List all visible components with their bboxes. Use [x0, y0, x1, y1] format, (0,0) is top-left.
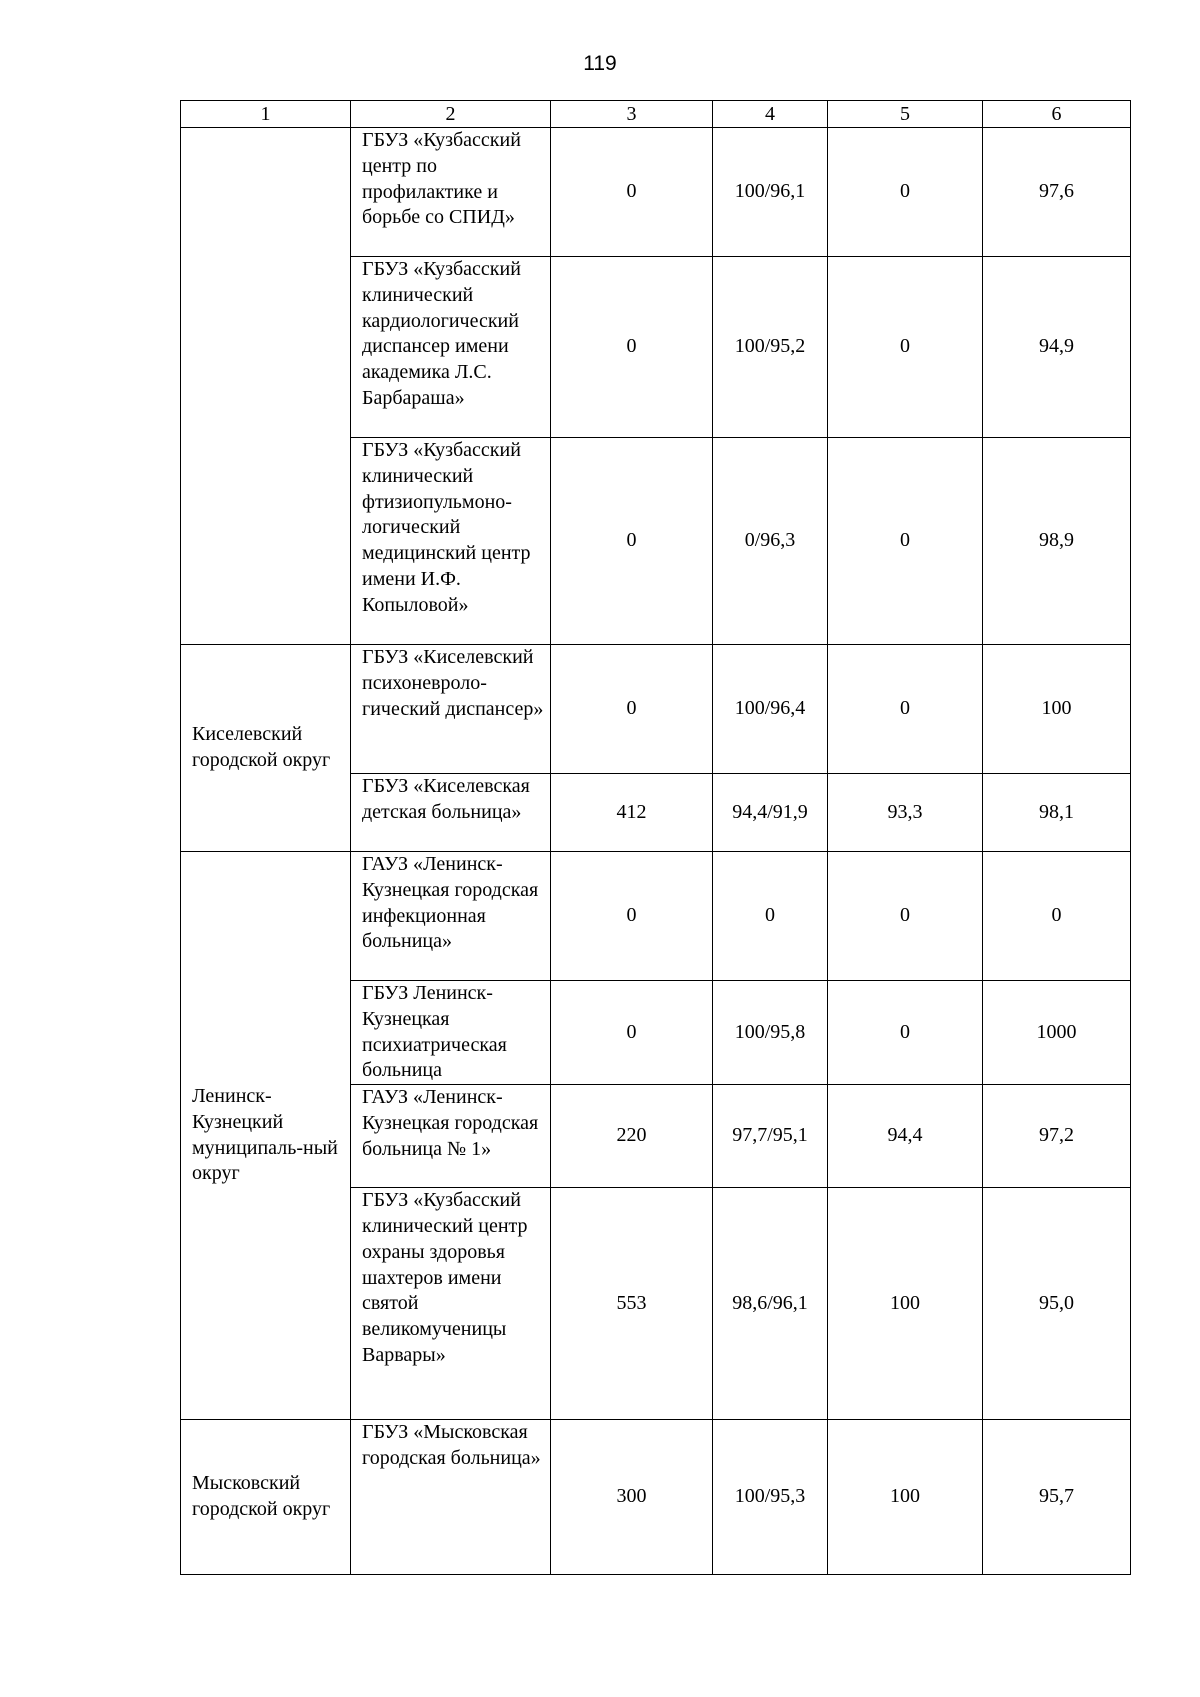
column-header-5: 5 — [828, 101, 983, 128]
value-cell-3: 300 — [551, 1420, 713, 1575]
value-cell-4: 100/96,4 — [713, 645, 828, 774]
region-cell: Киселевский городской округ — [181, 645, 351, 852]
value-cell-5: 0 — [828, 645, 983, 774]
institution-cell: ГБУЗ «Киселевская детская больница» — [351, 774, 551, 852]
value-cell-5: 100 — [828, 1420, 983, 1575]
value-cell-3: 0 — [551, 981, 713, 1085]
value-cell-6: 95,7 — [983, 1420, 1131, 1575]
value-cell-6: 1000 — [983, 981, 1131, 1085]
value-cell-5: 0 — [828, 128, 983, 257]
value-cell-3: 0 — [551, 257, 713, 438]
institution-cell: ГБУЗ «Кузбасский клинический фтизиопульмоно-логический медицинский центр имени И.Ф. Копыловой» — [351, 438, 551, 645]
value-cell-6: 100 — [983, 645, 1131, 774]
header-row — [181, 101, 1131, 128]
region-cell: Ленинск-Кузнецкий муниципаль-ный округ — [181, 852, 351, 1420]
column-header-4: 4 — [713, 101, 828, 128]
value-cell-3: 0 — [551, 852, 713, 981]
value-cell-5: 0 — [828, 257, 983, 438]
value-cell-4: 97,7/95,1 — [713, 1085, 828, 1188]
data-table — [180, 100, 1131, 1575]
institution-cell: ГАУЗ «Ленинск-Кузнецкая городская больница № 1» — [351, 1085, 551, 1188]
value-cell-4: 100/95,2 — [713, 257, 828, 438]
value-cell-4: 0/96,3 — [713, 438, 828, 645]
value-cell-5: 100 — [828, 1188, 983, 1420]
value-cell-5: 94,4 — [828, 1085, 983, 1188]
region-cell: Мысковский городской округ — [181, 1420, 351, 1575]
column-header-3: 3 — [551, 101, 713, 128]
value-cell-5: 0 — [828, 981, 983, 1085]
value-cell-3: 220 — [551, 1085, 713, 1188]
value-cell-5: 93,3 — [828, 774, 983, 852]
value-cell-6: 98,1 — [983, 774, 1131, 852]
institution-cell: ГБУЗ Ленинск-Кузнецкая психиатрическая больница — [351, 981, 551, 1085]
institution-cell: ГБУЗ «Киселевский психоневроло-гический диспансер» — [351, 645, 551, 774]
value-cell-3: 0 — [551, 128, 713, 257]
region-cell — [181, 128, 351, 645]
table-row — [181, 645, 1131, 774]
value-cell-3: 553 — [551, 1188, 713, 1420]
value-cell-6: 94,9 — [983, 257, 1131, 438]
value-cell-5: 0 — [828, 438, 983, 645]
institution-cell: ГАУЗ «Ленинск-Кузнецкая городская инфекционная больница» — [351, 852, 551, 981]
institution-cell: ГБУЗ «Мысковская городская больница» — [351, 1420, 551, 1575]
value-cell-3: 0 — [551, 438, 713, 645]
value-cell-3: 0 — [551, 645, 713, 774]
value-cell-6: 98,9 — [983, 438, 1131, 645]
value-cell-3: 412 — [551, 774, 713, 852]
value-cell-4: 0 — [713, 852, 828, 981]
value-cell-6: 97,6 — [983, 128, 1131, 257]
value-cell-6: 97,2 — [983, 1085, 1131, 1188]
table-row — [181, 128, 1131, 257]
column-header-6: 6 — [983, 101, 1131, 128]
value-cell-4: 100/95,3 — [713, 1420, 828, 1575]
value-cell-5: 0 — [828, 852, 983, 981]
value-cell-4: 98,6/96,1 — [713, 1188, 828, 1420]
value-cell-4: 100/96,1 — [713, 128, 828, 257]
institution-cell: ГБУЗ «Кузбасский клинический кардиологический диспансер имени академика Л.С. Барбараша» — [351, 257, 551, 438]
value-cell-6: 0 — [983, 852, 1131, 981]
value-cell-6: 95,0 — [983, 1188, 1131, 1420]
value-cell-4: 100/95,8 — [713, 981, 828, 1085]
table-row — [181, 852, 1131, 981]
page-number: 119 — [583, 52, 617, 75]
institution-cell: ГБУЗ «Кузбасский центр по профилактике и борьбе со СПИД» — [351, 128, 551, 257]
institution-cell: ГБУЗ «Кузбасский клинический центр охраны здоровья шахтеров имени святой великомученицы Варвары» — [351, 1188, 551, 1420]
column-header-1: 1 — [181, 101, 351, 128]
value-cell-4: 94,4/91,9 — [713, 774, 828, 852]
table-row — [181, 1420, 1131, 1575]
column-header-2: 2 — [351, 101, 551, 128]
